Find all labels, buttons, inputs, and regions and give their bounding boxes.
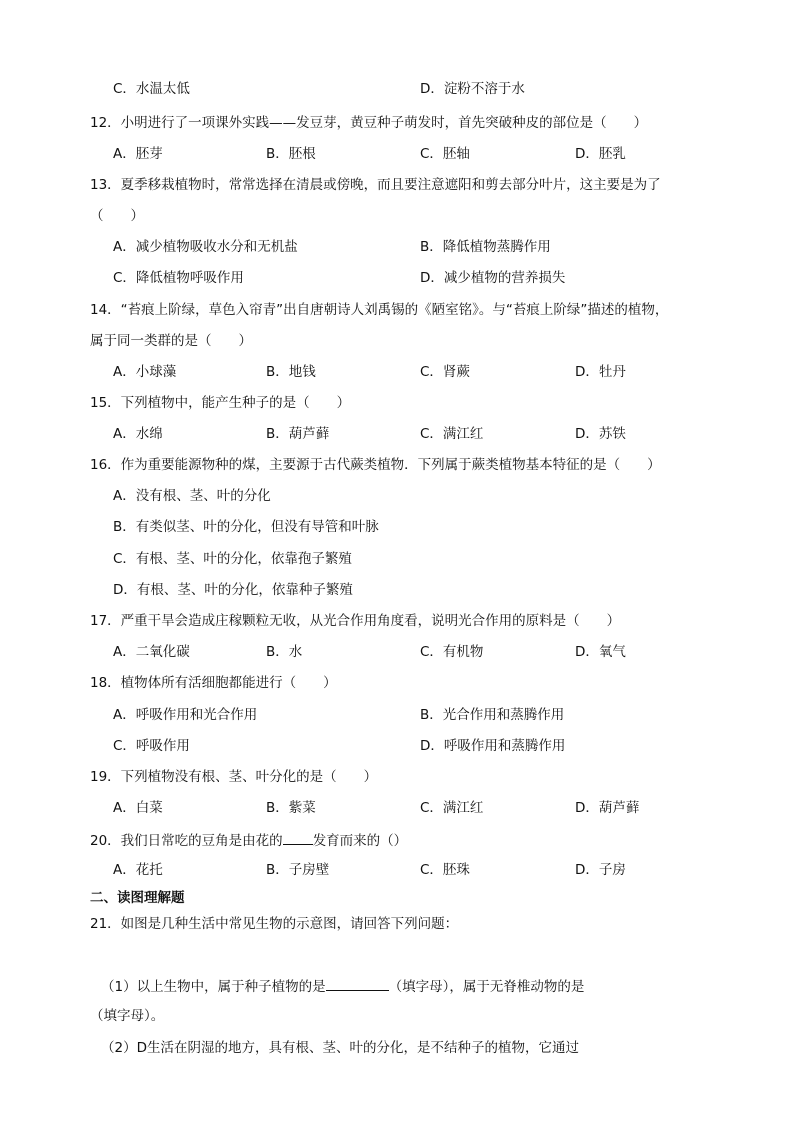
q21-part1-line2: （填字母）。: [90, 1008, 165, 1024]
q20-option-b: B．子房壁: [266, 862, 330, 878]
q20-stem-before-blank: 20．我们日常吃的豆角是由花的: [90, 833, 283, 849]
q11-option-c: C．水温太低: [113, 81, 190, 97]
q14-stem-line1: 14．“苔痕上阶绿，草色入帘青”出自唐朝诗人刘禹锡的《陋室铭》。与“苔痕上阶绿”描述的植物，: [90, 302, 669, 318]
q12-option-d: D．胚乳: [575, 146, 626, 162]
q17-option-a: A．二氧化碳: [113, 644, 190, 660]
q18-option-a: A．呼吸作用和光合作用: [113, 707, 258, 723]
q17-stem: 17．严重干旱会造成庄稼颗粒无收，从光合作用角度看，说明光合作用的原料是（ ）: [90, 613, 621, 629]
q13-stem-line1: 13．夏季移栽植物时，常常选择在清晨或傍晚，而且要注意遮阳和剪去部分叶片，这主要是为了: [90, 177, 661, 193]
q16-option-a: A．没有根、茎、叶的分化: [113, 488, 271, 504]
q17-option-c: C．有机物: [420, 644, 484, 660]
q20-stem-after-blank: 发育而来的（）: [312, 833, 408, 849]
q21-part1-text-a: （1）以上生物中，属于种子植物的是: [101, 979, 326, 995]
q12-stem: 12．小明进行了一项课外实践——发豆芽，黄豆种子萌发时，首先突破种皮的部位是（ ）: [90, 115, 648, 131]
q13-option-b: B．降低植物蒸腾作用: [420, 239, 551, 255]
section-heading: 二、读图理解题: [90, 890, 185, 906]
q14-option-a: A．小球藻: [113, 364, 177, 380]
q16-option-d: D．有根、茎、叶的分化，依靠种子繁殖: [113, 582, 353, 598]
q15-option-a: A．水绵: [113, 426, 163, 442]
q15-stem: 15．下列植物中，能产生种子的是（ ）: [90, 395, 351, 411]
q18-option-b: B．光合作用和蒸腾作用: [420, 707, 565, 723]
q20-stem: [90, 830, 407, 850]
q17-option-d: D．氧气: [575, 644, 626, 660]
q18-stem: 18．植物体所有活细胞都能进行（ ）: [90, 675, 337, 691]
q15-option-c: C．满江红: [420, 426, 484, 442]
q17-option-b: B．水: [266, 644, 303, 660]
q20-option-c: C．胚珠: [420, 862, 470, 878]
q16-option-c: C．有根、茎、叶的分化，依靠孢子繁殖: [113, 551, 352, 567]
q21-part1-line1: [101, 976, 584, 996]
q21-stem: 21．如图是几种生活中常见生物的示意图，请回答下列问题：: [90, 916, 459, 932]
q13-option-c: C．降低植物呼吸作用: [113, 270, 244, 286]
q20-option-d: D．子房: [575, 862, 626, 878]
q19-option-d: D．葫芦藓: [575, 800, 640, 816]
q16-stem: 16．作为重要能源物种的煤，主要源于古代蕨类植物．下列属于蕨类植物基本特征的是（ ）: [90, 457, 661, 473]
q20-blank: [283, 830, 313, 845]
q21-part1-blank: [326, 976, 389, 991]
q13-option-a: A．减少植物吸收水分和无机盐: [113, 239, 298, 255]
q11-option-d: D．淀粉不溶于水: [420, 81, 525, 97]
q16-option-b: B．有类似茎、叶的分化，但没有导管和叶脉: [113, 519, 379, 535]
q19-option-c: C．满江红: [420, 800, 484, 816]
q14-option-b: B．地钱: [266, 364, 316, 380]
q12-option-b: B．胚根: [266, 146, 316, 162]
q15-option-d: D．苏铁: [575, 426, 626, 442]
q13-stem-line2: （ ）: [90, 208, 144, 224]
q21-part2: （2）D生活在阴湿的地方，具有根、茎、叶的分化，是不结种子的植物，它通过: [101, 1040, 579, 1056]
q19-stem: 19．下列植物没有根、茎、叶分化的是（ ）: [90, 769, 378, 785]
q14-option-c: C．肾蕨: [420, 364, 470, 380]
q19-option-b: B．紫菜: [266, 800, 316, 816]
q19-option-a: A．白菜: [113, 800, 163, 816]
q18-option-c: C．呼吸作用: [113, 738, 190, 754]
q21-part1-text-b: （填字母），属于无脊椎动物的是: [388, 979, 585, 995]
q20-option-a: A．花托: [113, 862, 163, 878]
q12-option-c: C．胚轴: [420, 146, 470, 162]
q15-option-b: B．葫芦藓: [266, 426, 330, 442]
q18-option-d: D．呼吸作用和蒸腾作用: [420, 738, 566, 754]
q14-option-d: D．牡丹: [575, 364, 626, 380]
q14-stem-line2: 属于同一类群的是（ ）: [90, 333, 252, 349]
q12-option-a: A．胚芽: [113, 146, 163, 162]
q13-option-d: D．减少植物的营养损失: [420, 270, 566, 286]
